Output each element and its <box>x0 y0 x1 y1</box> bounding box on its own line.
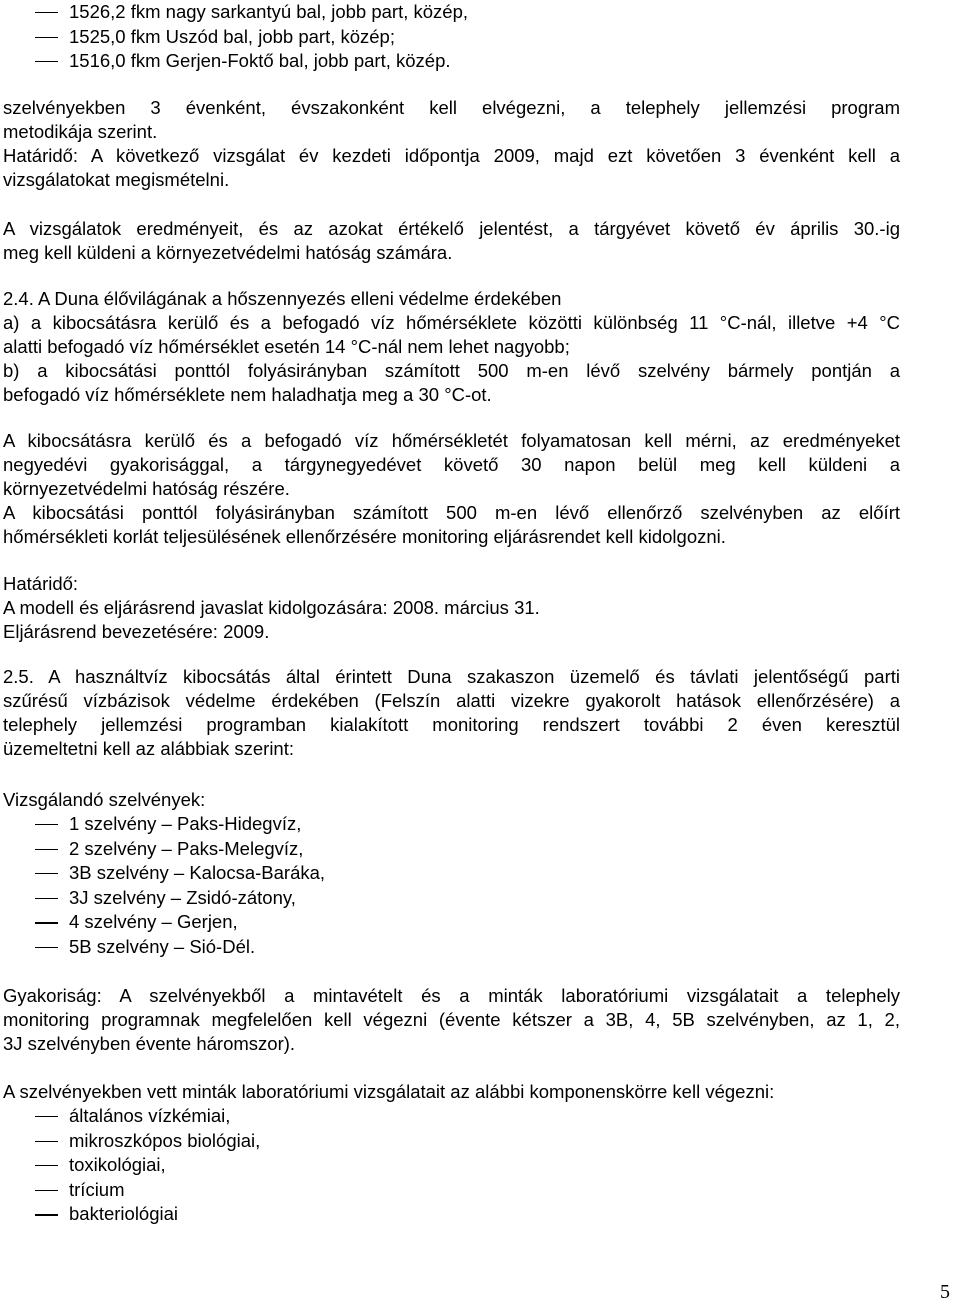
text-line: telephely jellemzési programban kialakított monitoring rendszert további 2 éven keresztül <box>3 714 900 735</box>
list-item: 4 szelvény – Gerjen, <box>3 910 900 935</box>
components-list <box>3 1104 900 1227</box>
text-line: vizsgálatokat megismételni. <box>3 169 230 190</box>
text-line: negyedévi gyakorisággal, a tárgynegyedévet követő 30 napon belül meg kell küldeni a <box>3 454 900 475</box>
text-line: szelvényekben 3 évenként, évszakonként kell elvégezni, a telephely jellemzési program <box>3 97 900 118</box>
text-line: Eljárásrend bevezetésére: 2009. <box>3 621 270 642</box>
list-item: 5B szelvény – Sió-Dél. <box>3 935 900 960</box>
text-line: metodikája szerint. <box>3 121 158 142</box>
text-line: 3J szelvényben évente háromszor). <box>3 1033 296 1054</box>
section-heading: 2.4. A Duna élővilágának a hőszennyezés elleni védelme érdekében <box>3 288 562 309</box>
list-item: trícium <box>3 1178 900 1203</box>
text-line: Határidő: A következő vizsgálat év kezdeti időpontja 2009, majd ezt követően 3 évenként kell a <box>3 145 900 166</box>
sampling-paragraph <box>3 96 900 192</box>
text-line: meg kell küldeni a környezetvédelmi hatóság számára. <box>3 242 453 263</box>
text-line: b) a kibocsátási ponttól folyásirányban számított 500 m-en lévő szelvény bármely pontján a <box>3 360 900 381</box>
list-item: 3B szelvény – Kalocsa-Baráka, <box>3 861 900 886</box>
river-sections-list <box>3 0 900 74</box>
list-item: mikroszkópos biológiai, <box>3 1129 900 1154</box>
components-intro: A szelvényekben vett minták laboratóriumi vizsgálatait az alábbi komponenskörre kell végezni: <box>3 1081 775 1102</box>
text-line: A kibocsátási ponttól folyásirányban számított 500 m-en lévő ellenőrző szelvényben az előírt <box>3 502 900 523</box>
text-line: szűrésű vízbázisok védelme érdekében (Felszín alatti vizekre gyakorolt hatások ellenőrzésére) a <box>3 690 900 711</box>
sections-block <box>3 788 900 960</box>
text-line: hőmérsékleti korlát teljesülésének ellenőrzésére monitoring eljárásrendet kell kidolgozni. <box>3 526 726 547</box>
text-line: monitoring programnak megfelelően kell végezni (évente kétszer a 3B, 4, 5B szelvényben, az 1, 2, <box>3 1009 900 1030</box>
text-line: A kibocsátásra kerülő és a befogadó víz hőmérsékletét folyamatosan kell mérni, az eredményeket <box>3 430 900 451</box>
text-line: befogadó víz hőmérséklete nem haladhatja meg a 30 °C-ot. <box>3 384 492 405</box>
measurement-paragraph <box>3 429 900 549</box>
page-number: 5 <box>940 1281 950 1303</box>
text-line: a) a kibocsátásra kerülő és a befogadó víz hőmérséklete közötti különbség 11 °C-nál, illetve +4 °C <box>3 312 900 333</box>
list-item: 3J szelvény – Zsidó-zátony, <box>3 886 900 911</box>
section-2-5 <box>3 665 900 761</box>
list-item: toxikológiai, <box>3 1153 900 1178</box>
section-heading: 2.5. A használtvíz kibocsátás által érintett Duna szakaszon üzemelő és távlati jelentőségű parti <box>3 666 900 687</box>
text-line: Gyakoriság: A szelvényekből a mintavételt és a minták laboratóriumi vizsgálatait a telephely <box>3 985 900 1006</box>
sections-label: Vizsgálandó szelvények: <box>3 789 206 810</box>
deadline-block <box>3 572 900 644</box>
text-line: környezetvédelmi hatóság részére. <box>3 478 290 499</box>
list-item: 1516,0 fkm Gerjen-Foktő bal, jobb part, közép. <box>3 49 900 74</box>
report-paragraph <box>3 217 900 265</box>
section-2-4 <box>3 287 900 407</box>
list-item: 1 szelvény – Paks-Hidegvíz, <box>3 812 900 837</box>
text-line: alatti befogadó víz hőmérséklet esetén 14 °C-nál nem lehet nagyobb; <box>3 336 570 357</box>
list-item: 1525,0 fkm Uszód bal, jobb part, közép; <box>3 25 900 50</box>
list-item: bakteriológiai <box>3 1202 900 1227</box>
components-block <box>3 1080 900 1227</box>
frequency-paragraph <box>3 984 900 1056</box>
text-line: A modell és eljárásrend javaslat kidolgozására: 2008. március 31. <box>3 597 540 618</box>
list-item: 1526,2 fkm nagy sarkantyú bal, jobb part, közép, <box>3 0 900 25</box>
list-item: 2 szelvény – Paks-Melegvíz, <box>3 837 900 862</box>
text-line: üzemeltetni kell az alábbiak szerint: <box>3 738 295 759</box>
list-item: általános vízkémiai, <box>3 1104 900 1129</box>
text-line: A vizsgálatok eredményeit, és az azokat értékelő jelentést, a tárgyévet követő év április 30.-ig <box>3 218 900 239</box>
sections-list <box>3 812 900 960</box>
deadline-label: Határidő: <box>3 573 79 594</box>
